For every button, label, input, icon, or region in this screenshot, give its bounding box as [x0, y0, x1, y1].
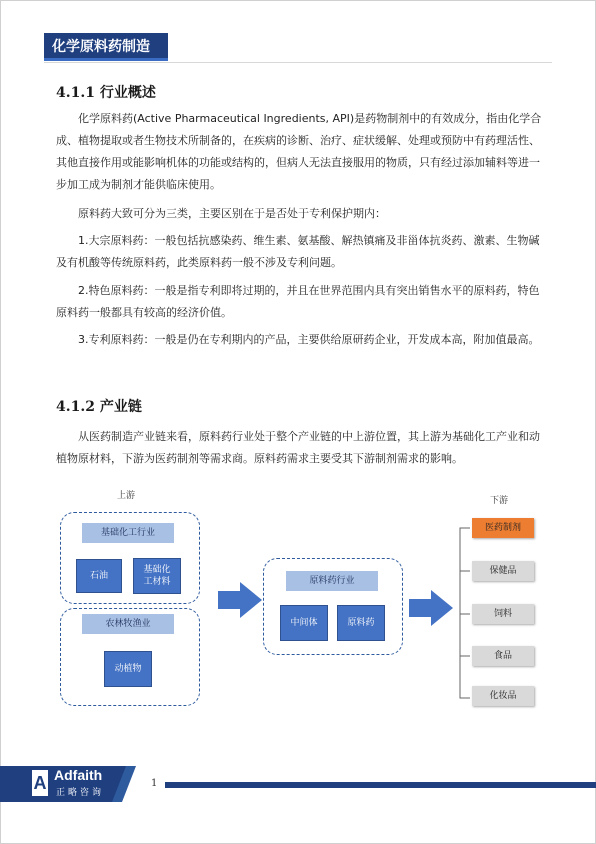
downstream-item-pharma-prep: 医药制剂 [472, 518, 534, 538]
paragraph-classification-intro: 原料药大致可分为三类，主要区别在于是否处于专利保护期内： [78, 207, 386, 220]
node-animals-plants: 动植物 [104, 651, 152, 687]
downstream-item-feed: 饲料 [472, 604, 534, 624]
downstream-item-food: 食品 [472, 646, 534, 666]
page-number: 1 [151, 778, 158, 789]
section-heading-overview: 4.1.1 行业概述 [56, 85, 156, 101]
node-petroleum: 石油 [76, 559, 122, 593]
downstream-item-cosmetics: 化妆品 [472, 686, 534, 706]
downstream-item-health-products: 保健品 [472, 561, 534, 581]
downstream-label: 下游 [490, 496, 509, 506]
paragraph-industry-chain: 从医药制造产业链来看，原料药行业处于整个产业链的中上游位置，其上游为基础化工产业和动植物原材料，下游为医药制剂等需求商。原料药需求主要受其下游制剂需求的影响。 [56, 430, 540, 465]
upstream-label: 上游 [117, 491, 136, 501]
node-api: 原料药 [337, 605, 385, 641]
paragraph-api-definition: 化学原料药(Active Pharmaceutical Ingredients, API)是药物制剂中的有效成分，指由化学合成、植物提取或者生物技术所制备的，在疾病的诊断、治疗、症状缓解、处理或预防中有药理活性、其他直接作用或能影响机体的功能或结构的，但病人无法直接服用的物质，只有经过添加辅料等进一步加工成为制剂才能供临床使用。 [56, 112, 542, 191]
group-agriculture-title: 农林牧渔业 [82, 614, 174, 634]
logo-brand-name: Adfaith [54, 767, 103, 783]
footer-rule [165, 782, 596, 788]
node-intermediates: 中间体 [280, 605, 328, 641]
paragraph-bulk-api: 1.大宗原料药：一般包括抗感染药、维生素、氨基酸、解热镇痛及非甾体抗炎药、激素、生物碱及有机酸等传统原料药，此类原料药一般不涉及专利问题。 [56, 234, 540, 269]
section-heading-chain: 4.1.2 产业链 [56, 399, 142, 415]
arrow-api-to-downstream [409, 588, 455, 628]
paragraph-patent-api: 3.专利原料药：一般是仍在专利期内的产品，主要供给原研药企业，开发成本高，附加值最高。 [78, 333, 540, 346]
node-basic-chemical-materials: 基础化 工材料 [133, 558, 181, 594]
group-api-industry-title: 原料药行业 [286, 571, 378, 591]
logo-icon: A [32, 770, 48, 796]
paragraph-specialty-api: 2.特色原料药：一般是指专利即将过期的，并且在世界范围内具有突出销售水平的原料药，特色原料药一般都具有较高的经济价值。 [56, 284, 540, 319]
group-basic-chemical-title: 基础化工行业 [82, 523, 174, 543]
header-title: 化学原料药制造 [44, 33, 168, 61]
logo-brand-cn: 正略咨询 [56, 788, 105, 798]
arrow-upstream-to-api [218, 580, 264, 620]
header-divider [44, 62, 552, 63]
